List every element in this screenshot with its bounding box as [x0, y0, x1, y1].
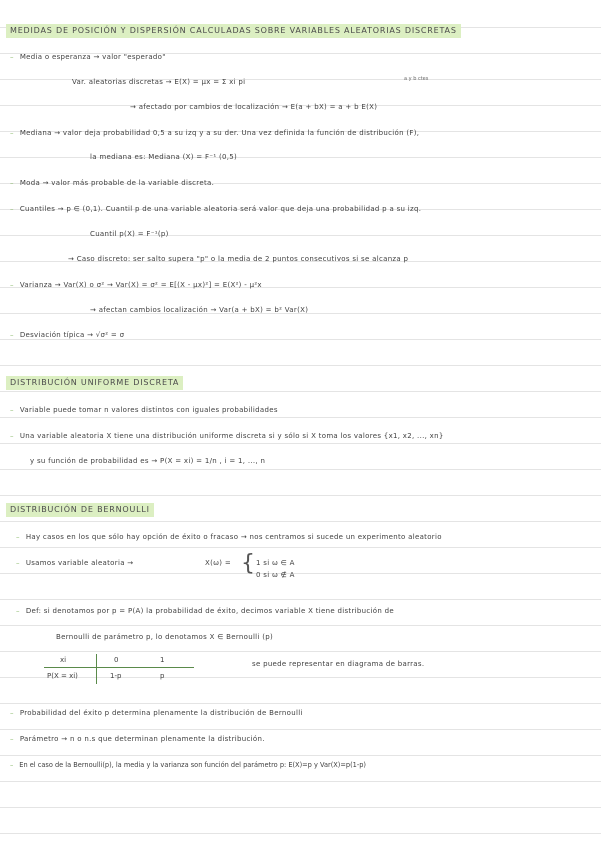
bernoulli-p2: – Parámetro → n o n.s que determinan plenamente la distribución.	[10, 735, 265, 743]
bullet-icon: –	[16, 559, 20, 567]
bullet-icon: –	[10, 281, 14, 289]
indicator-fx: X(ω) =	[205, 559, 232, 567]
table-cell: 0	[114, 656, 119, 664]
varianza-affect: → afectan cambios localización → Var(a + bX) = b² Var(X)	[90, 306, 309, 314]
bullet-icon: –	[10, 735, 14, 743]
bullet-icon: –	[10, 129, 14, 137]
bernoulli-p3: – En el caso de la Bernoulli(p), la media y la varianza son función del parámetro p: E(X)=p y Var(X)=p(1-p)	[10, 761, 366, 769]
mediana-line-2: la mediana es: Mediana (X) = F⁻¹ (0,5)	[90, 153, 238, 161]
bullet-icon: –	[10, 179, 14, 187]
uniforme-line-3: y su función de probabilidad es → P(X = xi) = 1/n , i = 1, ..., n	[30, 457, 266, 465]
table-cell: 1	[160, 656, 165, 664]
table-cell: p	[160, 672, 165, 680]
heading-uniforme: DISTRIBUCIÓN UNIFORME DISCRETA	[6, 376, 183, 390]
heading-medidas: MEDIDAS DE POSICIÓN Y DISPERSIÓN CALCULADAS SOBRE VARIABLES ALEATORIAS DISCRETAS	[6, 24, 461, 38]
bernoulli-def-2: Bernoulli de parámetro p, lo denotamos X ∈ Bernoulli (p)	[56, 633, 274, 641]
media-formula: Var. aleatorias discretas → E(X) = μx = Σ xi pi	[72, 78, 246, 86]
cuantil-formula: Cuantil p(X) = F⁻¹(p)	[90, 230, 169, 238]
table-note: se puede representar en diagrama de barras.	[252, 660, 425, 668]
mediana-line: – Mediana → valor deja probabilidad 0,5 a su izq y a su der. Una vez definida la función de distribución (F),	[10, 129, 420, 137]
bullet-icon: –	[10, 709, 14, 717]
bullet-icon: –	[16, 533, 20, 541]
media-affect: → afectado por cambios de localización → E(a + bX) = a + b E(X)	[130, 103, 378, 111]
moda-line: – Moda → valor más probable de la variable discreta.	[10, 179, 215, 187]
bullet-icon: –	[10, 205, 14, 213]
indicator-case-2: 0 si ω ∉ A	[256, 571, 295, 579]
table-header-xi: xi	[60, 656, 67, 664]
bullet-icon: –	[10, 761, 14, 769]
bullet-icon: –	[16, 607, 20, 615]
bullet-icon: –	[10, 53, 14, 61]
bullet-icon: –	[10, 406, 14, 414]
bernoulli-def-1: – Def: si denotamos por p = P(A) la probabilidad de éxito, decimos variable X tiene distribución de	[16, 607, 394, 615]
brace-icon: {	[241, 551, 255, 576]
heading-bernoulli: DISTRIBUCIÓN DE BERNOULLI	[6, 503, 154, 517]
cuantiles-line: – Cuantiles → p ∈ (0,1). Cuantil p de una variable aleatoria será valor que deja una probabilidad p a su izq.	[10, 205, 422, 213]
uniforme-line-2: – Una variable aleatoria X tiene una distribución uniforme discreta si y sólo si X toma los valores {x1, x2, ..., xn}	[10, 432, 444, 440]
bernoulli-line-2: – Usamos variable aleatoria →	[16, 559, 134, 567]
bullet-icon: –	[10, 432, 14, 440]
desviacion-line: – Desviación típica → √σ² = σ	[10, 331, 125, 339]
varianza-line: – Varianza → Var(X) o σ² → Var(X) = σ² = E[(X - μx)²] = E(X²) - μ²x	[10, 281, 262, 289]
bernoulli-line-1: – Hay casos en los que sólo hay opción de éxito o fracaso → nos centramos si sucede un experimento aleatorio	[16, 533, 442, 541]
media-note: a y b ctes	[404, 76, 429, 82]
bernoulli-p1: – Probabilidad del éxito p determina plenamente la distribución de Bernoulli	[10, 709, 303, 717]
bullet-icon: –	[10, 331, 14, 339]
table-header-p: P(X = xi)	[47, 672, 78, 680]
uniforme-line-1: – Variable puede tomar n valores distintos con iguales probabilidades	[10, 406, 278, 414]
indicator-case-1: 1 si ω ∈ A	[256, 559, 295, 567]
table-divider-v	[96, 654, 97, 684]
media-line: – Media o esperanza → valor "esperado"	[10, 53, 166, 61]
cuantil-case: → Caso discreto: ser salto supera "p" o la media de 2 puntos consecutivos si se alcanza p	[68, 255, 409, 263]
table-divider-h	[44, 667, 194, 668]
table-cell: 1-p	[110, 672, 122, 680]
